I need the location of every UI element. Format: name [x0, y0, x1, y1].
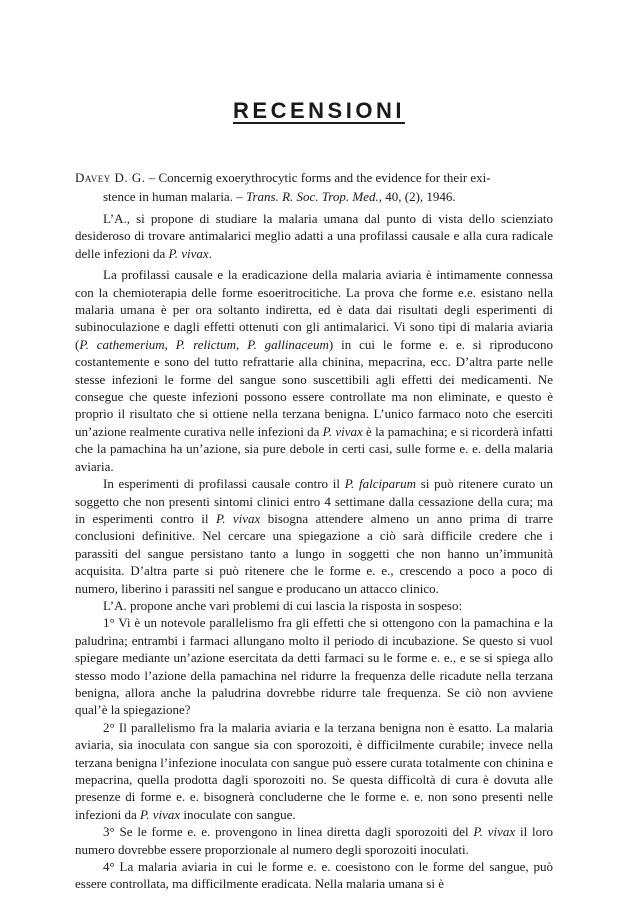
species-name: P. vivax: [322, 423, 363, 439]
separator: ,: [236, 336, 248, 352]
citation-title-part1: – Concernig exoerythrocytic forms and the evidence for their exi-: [145, 170, 491, 185]
paragraph-3-text-b: si può ritenere curato un soggetto che non presenti sintomi clinici entro 4 settimane dalla cessazione della cura; ma in esperimenti contro il: [75, 476, 553, 526]
paragraph-3: [75, 475, 553, 597]
separator: ,: [164, 336, 176, 352]
paragraph-6-text-a: 2° Il parallelismo fra la malaria aviaria e la terzana benigna non è esatto. La malaria aviaria, sia inoculata con sangue sia con sporozoiti, è difficilmente curabile; invece nella terzana benigna l’infezione inoculata con sangue può essere curata totalmente con chinina e mepacrina, quella prodotta dagli sporozoiti no. Se questa difficoltà di cura è dovuta alle presenze di forme e. e. bisognerà concluderne che le forme e. e. non sono presenti nelle infezioni da: [75, 719, 553, 822]
paragraph-3-text-c: bisogna attendere almeno un anno prima di trarre conclusioni definitive. Nel cercare una spiegazione a ciò sarà difficile credere che i parassiti del sangue persistano tanto a lungo in soggetti che non hanno un’immunità acquisita. D’altra parte si può ritenere che le forme e. e., crescendo a poco a poco di numero, liberino i parassiti nel sangue e producano un attacco clinico.: [75, 510, 553, 596]
paragraph-5: 1° Vi è un notevole parallelismo fra gli effetti che si ottengono con la pamachina e la paludrina; entrambi i farmaci allungano molto il periodo di incubazione. Se questo si vuol spiegare mediante un’azione esercitata da detti farmaci su le forme e. e., e se si spiega allo stesso modo l’azione della pamachina nel ridurre la frequenza delle ricadute nella terzana benigna, allora anche la paludrina dovrebbe ridurre tale frequenza. Se ciò non avviene qual’è la spiegazione?: [75, 615, 553, 718]
species-name: P. vivax: [168, 245, 209, 261]
paragraph-6: [75, 719, 553, 823]
citation-journal: Trans. R. Soc. Trop. Med.: [245, 189, 379, 204]
paragraph-1-text: L’A., si propone di studiare la malaria umana dal punto di vista dello scienziato desideroso di trovare antimalarici meglio adatti a una profilassi causale e alla cura radicale delle infezioni da: [75, 211, 553, 261]
paragraph-2: [75, 266, 553, 475]
species-name: P. vivax: [139, 806, 181, 822]
citation-author: Davey D. G.: [75, 170, 146, 185]
paragraph-1-end: .: [208, 245, 212, 261]
paragraph-2-text-b: ) in cui le forme e. e. si riproducono costantemente e sono del tutto refrattarie alla chinina, mepacrina, ecc. D’altra parte nelle stesse infezioni le forme del sangue sono suscettibili agli effetti dei medicamenti. Ne consegue che queste infezioni possono essere controllate ma non eliminate, e questo è proprio il risultato che si ottiene nella terzana benigna. L’unico farmaco noto che eserciti un’azione realmente curativa nelle infezioni da: [75, 336, 554, 439]
citation: [75, 168, 553, 206]
citation-title-part2: stence in human malaria. –: [103, 189, 246, 204]
review-body: [75, 210, 553, 893]
paragraph-8: 4° La malaria aviaria in cui le forme e. e. coesistono con le forme del sangue, può essere controllata, ma difficilmente eradicata. Nella malaria umana si è: [75, 859, 553, 892]
citation-line2: [75, 187, 553, 206]
citation-volume: , 40, (2), 1946.: [378, 189, 456, 204]
species-name: P. gallinaceum: [247, 336, 329, 352]
page-title: RECENSIONI: [233, 98, 405, 123]
paragraph-1: [75, 210, 553, 262]
species-name: P. relictum: [175, 336, 237, 352]
paragraph-7-text-b: il loro numero dovrebbe essere proporzionale al numero degli sporozoiti inoculati.: [75, 824, 553, 857]
paragraph-7: [75, 823, 553, 858]
species-name: P. falciparum: [344, 476, 417, 492]
paragraph-6-text-b: inoculate con sangue.: [180, 806, 296, 822]
species-name: P. cathemerium: [79, 336, 165, 352]
paragraph-7-text-a: 3° Se le forme e. e. provengono in linea diretta dagli sporozoiti del: [103, 824, 474, 840]
paragraph-2-text-a: La profilassi causale e la eradicazione della malaria aviaria è intimamente connessa con la chemioterapia delle forme esoeritrocitiche. La prova che forme e.e. esistano nella malaria umana è per ora soltanto indiretta, ed è data dai risultati degli esperimenti di subinoculazione e dagli effetti ottenuti con gli antimalarici. Vi sono tipi di malaria aviaria (: [75, 267, 553, 352]
paragraph-3-text-a: In esperimenti di profilassi causale contro il: [103, 476, 345, 492]
species-name: P. vivax: [473, 824, 516, 840]
species-name: P. vivax: [215, 510, 261, 526]
paragraph-2-text-c: è la pamachina; e si ricorderà infatti che la pamachina ha un’azione, sia pure debole in certi casi, sulle forme e. e. della malaria aviaria.: [75, 423, 554, 474]
paragraph-4: L’A. propone anche vari problemi di cui lascia la risposta in sospeso:: [103, 597, 463, 613]
